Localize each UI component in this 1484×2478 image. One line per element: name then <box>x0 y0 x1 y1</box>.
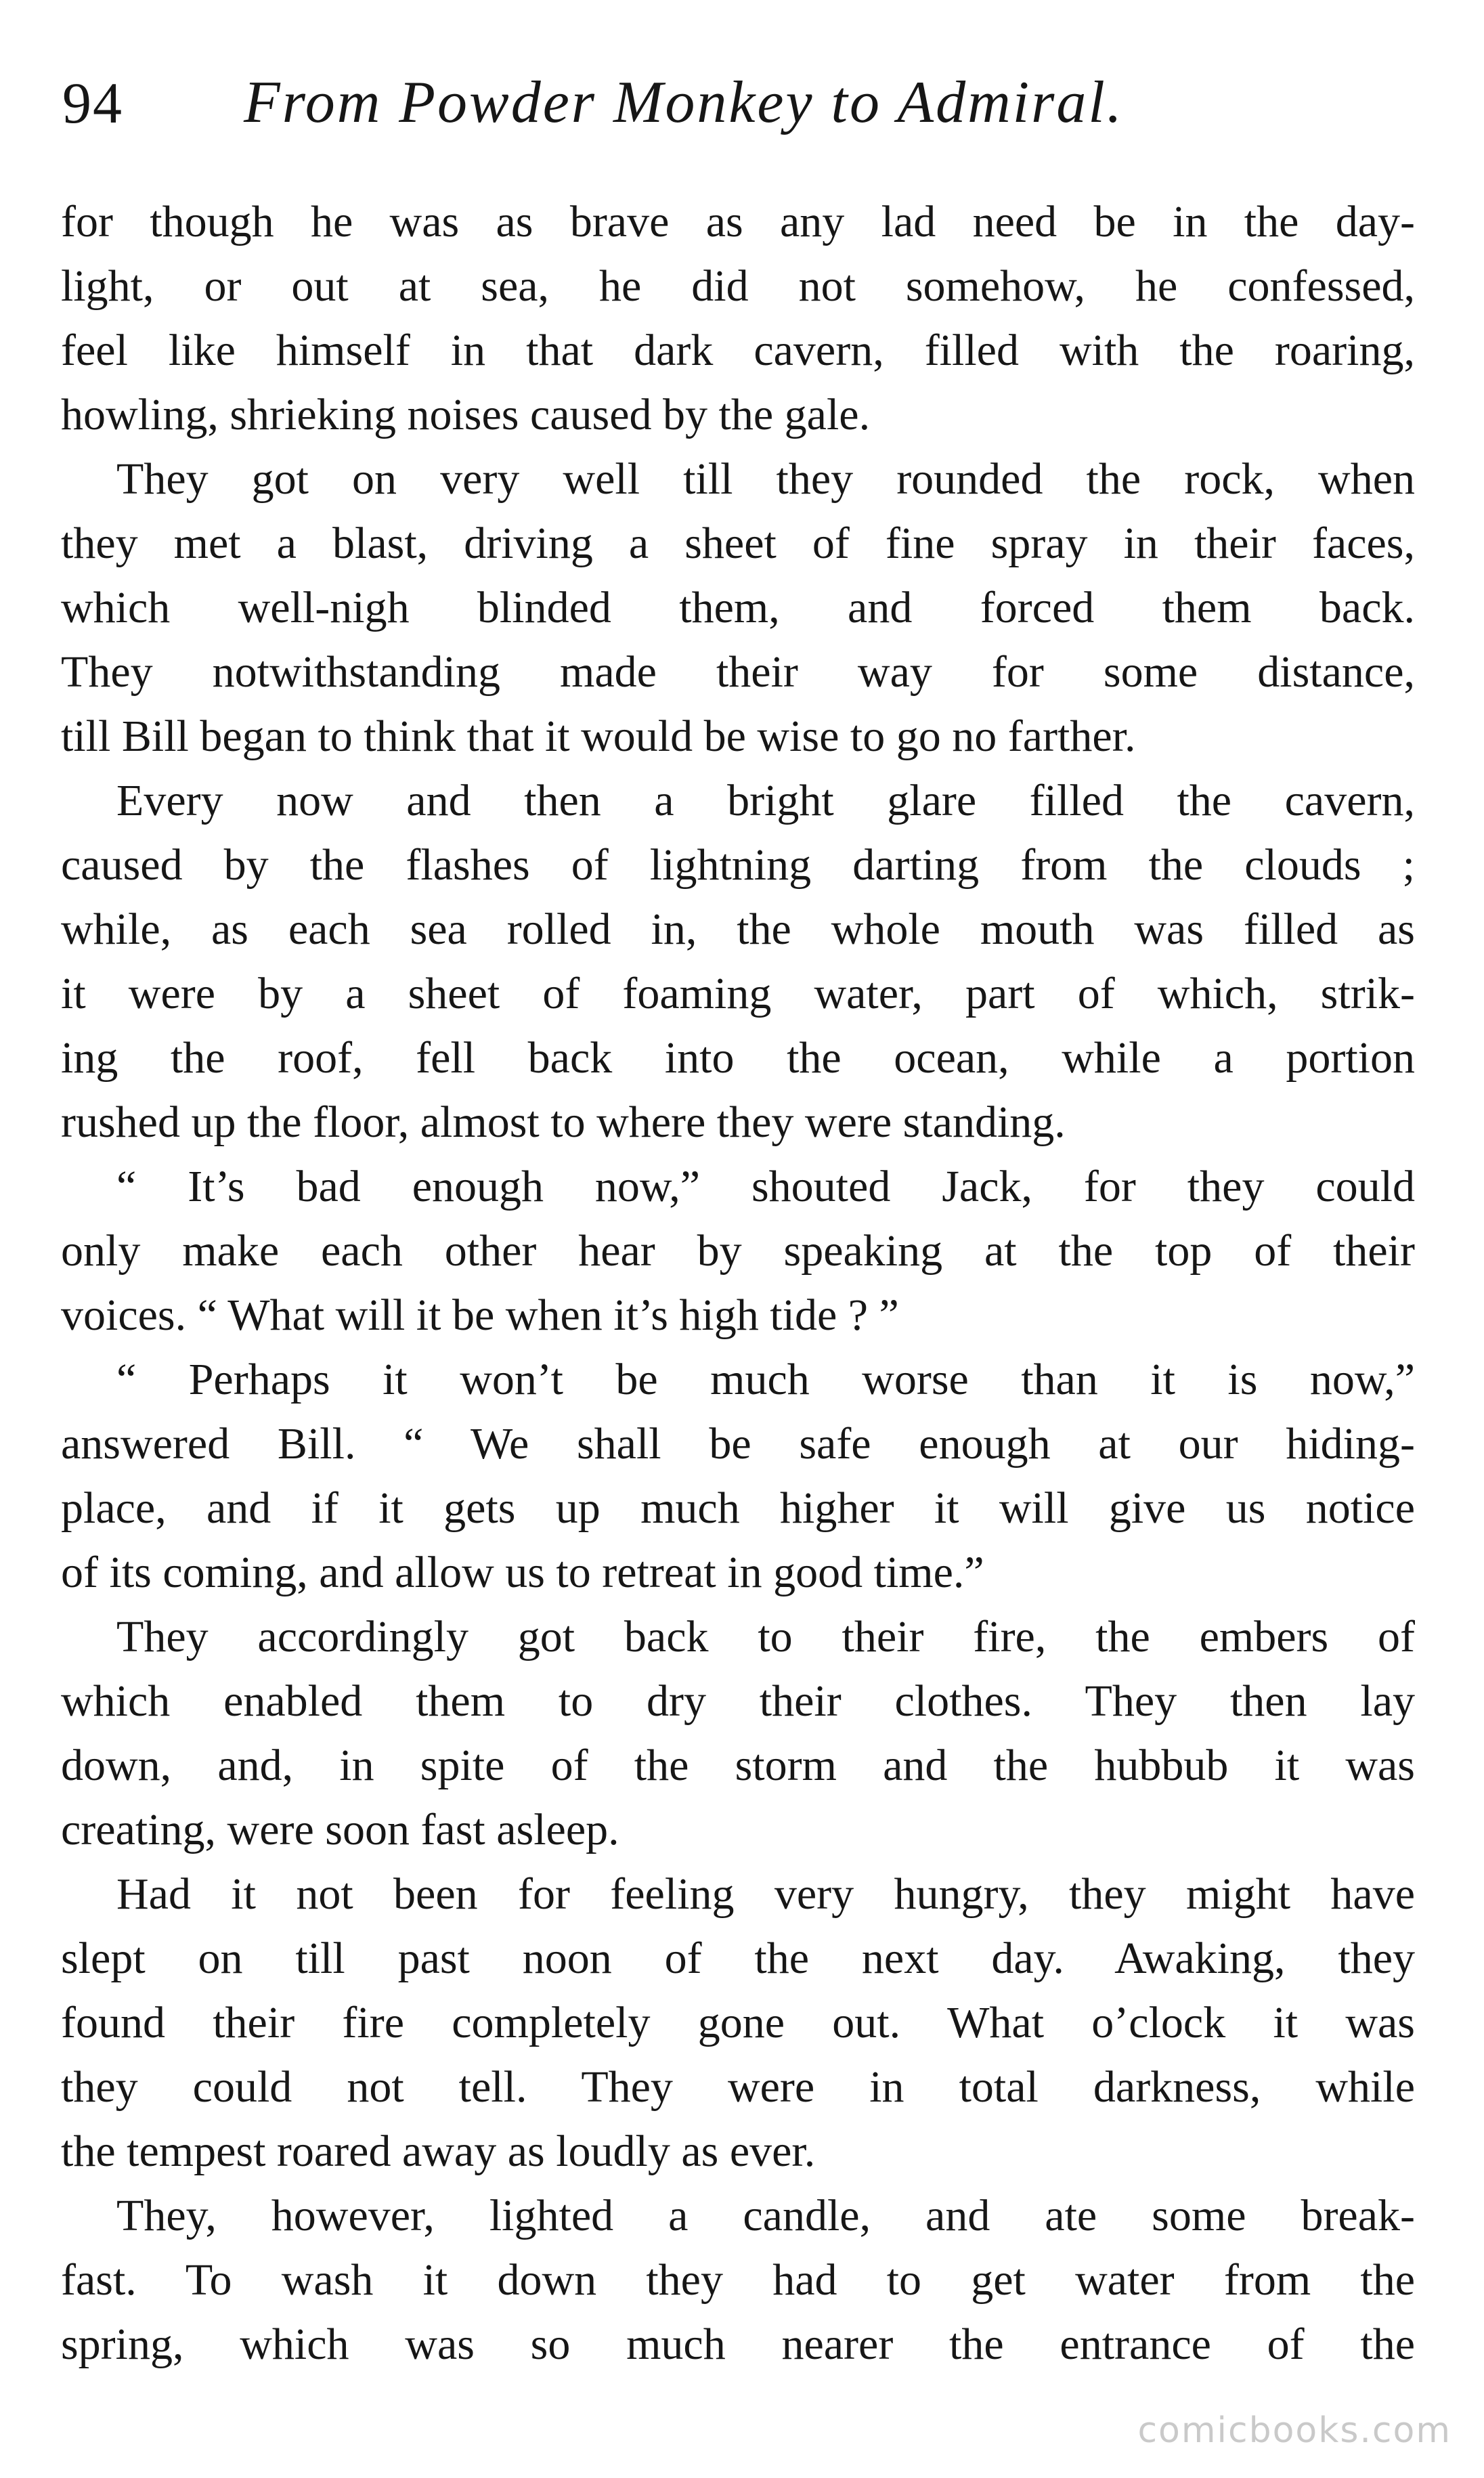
paragraph <box>61 768 1415 1154</box>
text-line: They accordingly got back to their fire, the embers of <box>116 1612 1415 1661</box>
text-line: they could not tell. They were in total darkness, while <box>61 2062 1415 2112</box>
text-line: which well-nigh blinded them, and forced them back. <box>61 583 1415 632</box>
text-line: Had it not been for feeling very hungry, they might have <box>116 1869 1415 1919</box>
text-line: while, as each sea rolled in, the whole mouth was filled as <box>61 905 1415 954</box>
text-line: it were by a sheet of foaming water, part of which, strik- <box>61 969 1415 1018</box>
text-line: They notwithstanding made their way for some distance, <box>61 647 1415 697</box>
text-line: rushed up the floor, almost to where they were standing. <box>61 1097 1066 1147</box>
paragraph <box>61 447 1415 768</box>
text-line: caused by the flashes of lightning darting from the clouds ; <box>61 840 1415 890</box>
text-line: they met a blast, driving a sheet of fine spray in their faces, <box>61 519 1415 568</box>
text-line: of its coming, and allow us to retreat in good time.” <box>61 1548 984 1597</box>
paragraph <box>61 1347 1415 1605</box>
text-line: They got on very well till they rounded the rock, when <box>116 454 1415 504</box>
text-line: “ It’s bad enough now,” shouted Jack, for they could <box>116 1162 1415 1211</box>
text-line: Every now and then a bright glare filled the cavern, <box>116 776 1415 825</box>
page-number: 94 <box>62 70 123 135</box>
paragraph <box>61 2183 1415 2376</box>
text-line: down, and, in spite of the storm and the hubbub it was <box>61 1741 1415 1790</box>
watermark: comicbooks.com <box>1137 2410 1452 2451</box>
text-line: place, and if it gets up much higher it will give us notice <box>61 1483 1415 1533</box>
text-line: answered Bill. “ We shall be safe enough at our hiding- <box>61 1419 1415 1469</box>
text-line: howling, shrieking noises caused by the gale. <box>61 390 871 439</box>
paragraph <box>61 1154 1415 1347</box>
text-line: only make each other hear by speaking at the top of their <box>61 1226 1415 1276</box>
paragraph <box>61 1605 1415 1862</box>
text-line: the tempest roared away as loudly as ever. <box>61 2127 816 2176</box>
text-line: fast. To wash it down they had to get water from the <box>61 2255 1415 2305</box>
text-line: for though he was as brave as any lad need be in the day- <box>61 197 1415 246</box>
text-line: slept on till past noon of the next day. Awaking, they <box>61 1934 1415 1983</box>
text-line: They, however, lighted a candle, and ate some break- <box>116 2191 1415 2240</box>
text-line: till Bill began to think that it would be wise to go no farther. <box>61 712 1136 761</box>
page-header <box>62 62 1410 144</box>
paragraph <box>61 1862 1415 2183</box>
text-line: spring, which was so much nearer the entrance of the <box>61 2320 1415 2369</box>
text-line: which enabled them to dry their clothes. They then lay <box>61 1676 1415 1726</box>
text-line: creating, were soon fast asleep. <box>61 1805 619 1854</box>
running-title: From Powder Monkey to Admiral. <box>244 70 1124 135</box>
paragraph <box>61 190 1415 447</box>
text-line: voices. “ What will it be when it’s high tide ? ” <box>61 1290 899 1340</box>
body-text <box>61 190 1415 2376</box>
text-line: feel like himself in that dark cavern, filled with the roaring, <box>61 326 1415 375</box>
text-line: found their fire completely gone out. What o’clock it was <box>61 1998 1415 2047</box>
text-line: “ Perhaps it won’t be much worse than it is now,” <box>116 1355 1415 1404</box>
text-line: ing the roof, fell back into the ocean, while a portion <box>61 1033 1415 1083</box>
text-line: light, or out at sea, he did not somehow, he confessed, <box>61 261 1415 311</box>
